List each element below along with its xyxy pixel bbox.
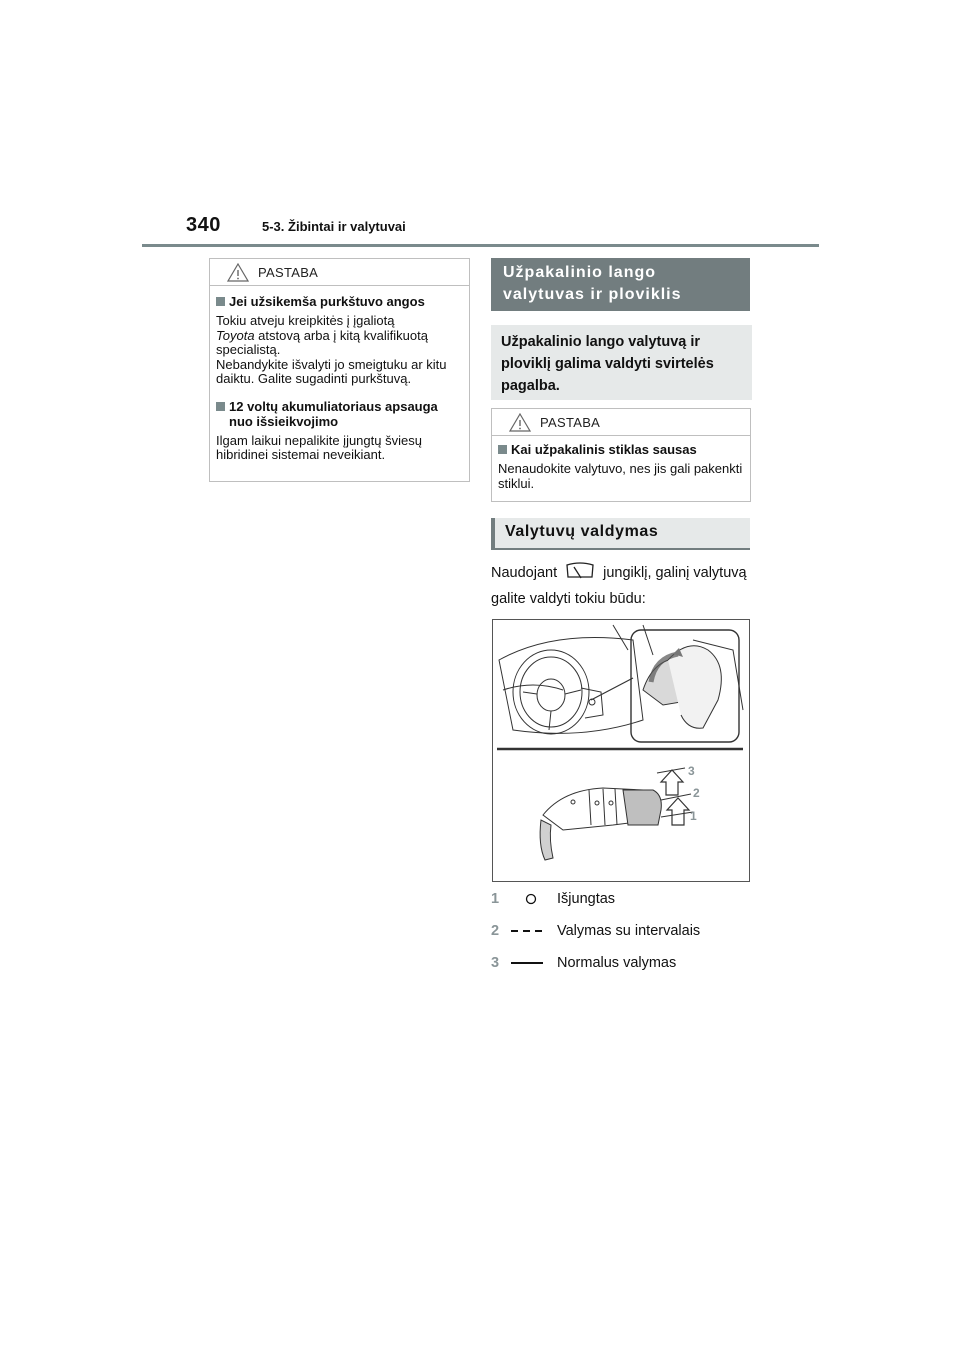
figure-label-2: 2 [693, 786, 700, 800]
legend-number: 2 [491, 923, 500, 939]
page-number: 340 [186, 214, 221, 236]
square-bullet-icon [498, 445, 507, 454]
notice-item-heading: Kai užpakalinis stiklas sausas [498, 442, 744, 457]
section-title: 5-3. Žibintai ir valytuvai [262, 219, 406, 234]
square-bullet-icon [216, 297, 225, 306]
figure-label-3: 3 [688, 764, 695, 778]
legend-number: 1 [491, 891, 500, 907]
solid-line-icon [507, 957, 547, 969]
figure-label-1: 1 [690, 809, 697, 823]
notice-item-text: Ilgam laikui nepalikite įjungtų šviesų hibridinei sistemai neveikiant. [216, 432, 422, 462]
wiper-illustration [493, 620, 749, 881]
legend-number: 3 [491, 955, 500, 971]
notice-title: PASTABA [258, 265, 319, 280]
notice-title: PASTABA [540, 415, 601, 430]
summary-box: Užpakalinio lango valytuvą ir ploviklį galima valdyti svirtelės pagalba. [491, 325, 752, 400]
main-heading: Užpakalinio lango valytuvas ir ploviklis [491, 258, 750, 311]
sub-heading: Valytuvų valdymas [491, 518, 750, 550]
legend-text: Normalus valymas [557, 955, 677, 971]
notice-header [210, 259, 469, 286]
brand-name: Toyota [216, 327, 255, 343]
header-rule [142, 244, 819, 247]
legend-text: Valymas su intervalais [557, 923, 701, 939]
legend-item-intermittent [491, 923, 700, 939]
notice-header [492, 409, 750, 436]
notice-item-text: Tokiu atveju kreipkitės į įgaliotą Toyota atstovą arba į kitą kvalifikuotą specialistą. Nebandykite išvalyti jo smeigtuku ar kitu daiktu. Galite sugadinti purkštuvą. [216, 313, 447, 386]
notice-item-text: Nenaudokite valytuvo, nes jis gali pakenkti stiklui. [498, 461, 743, 491]
warning-triangle-icon [227, 263, 249, 282]
off-circle-icon [521, 893, 541, 905]
notice-box-left [209, 258, 470, 482]
intro-text: Naudojant jungiklį, galinį valytuvą galite valdyti tokiu būdu: [491, 560, 753, 612]
legend-text: Išjungtas [557, 891, 616, 907]
notice-item-heading: Jei užsikemša purkštuvo angos [216, 294, 463, 309]
notice-item-heading: 12 voltų akumuliatoriaus apsauga nuo išsieikvojimo [216, 399, 463, 429]
warning-triangle-icon [509, 413, 531, 432]
wiper-lever-figure [492, 619, 750, 882]
dashed-line-icon [507, 925, 547, 937]
square-bullet-icon [216, 402, 225, 411]
rear-wiper-icon [565, 562, 595, 580]
legend-item-off [491, 891, 615, 907]
legend-item-normal [491, 955, 676, 971]
notice-box-right [491, 408, 751, 502]
